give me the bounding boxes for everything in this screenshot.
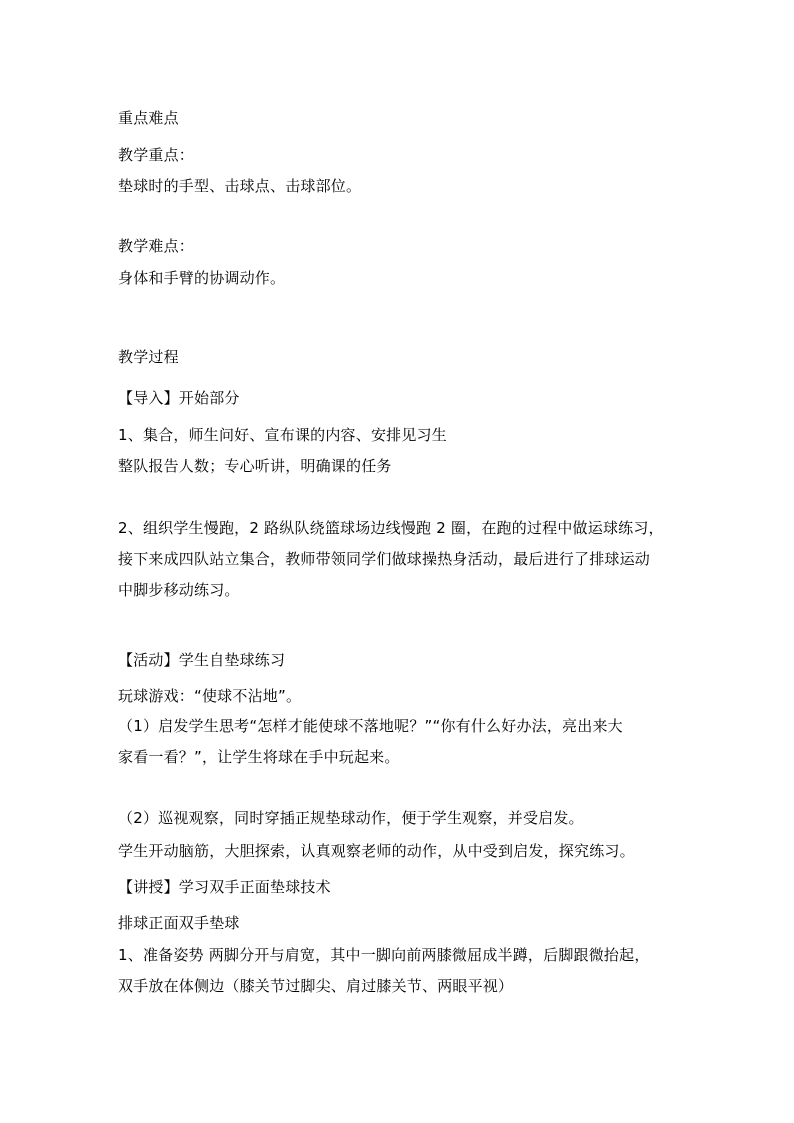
section-heading-process: 教学过程 [118, 348, 179, 366]
paragraph-line: 2、组织学生慢跑，2 路纵队绕篮球场边线慢跑 2 圈，在跑的过程中做运球练习， [118, 519, 664, 537]
paragraph-line: 双手放在体侧边（膝关节过脚尖、肩过膝关节、两眼平视） [118, 977, 514, 995]
subheading-intro: 【导入】开始部分 [118, 389, 240, 407]
subheading-activity: 【活动】学生自垫球练习 [118, 651, 286, 669]
paragraph-line: （1）启发学生思考“怎样才能使球不落地呢？”“你有什么好办法，亮出来大 [118, 717, 623, 735]
key-point-label: 教学重点： [118, 146, 195, 164]
paragraph-line: 学生开动脑筋，大胆探索，认真观察老师的动作，从中受到启发，探究练习。 [118, 842, 635, 860]
section-heading-key-points: 重点难点 [118, 109, 179, 127]
paragraph-line: 整队报告人数；专心听讲，明确课的任务 [118, 457, 392, 475]
paragraph-line: 家看一看？”，让学生将球在手中玩起来。 [118, 748, 400, 766]
paragraph-line: 中脚步移动练习。 [118, 581, 240, 599]
paragraph-line: 玩球游戏：“使球不沾地”。 [118, 687, 302, 705]
key-point-text: 垫球时的手型、击球点、击球部位。 [118, 177, 362, 195]
paragraph-line: 1、准备姿势 两脚分开与肩宽，其中一脚向前两膝微屈成半蹲，后脚跟微抬起， [118, 946, 650, 964]
paragraph-line: 排球正面双手垫球 [118, 914, 240, 932]
difficulty-text: 身体和手臂的协调动作。 [118, 269, 286, 287]
paragraph-line: 接下来成四队站立集合，教师带领同学们做球操热身活动，最后进行了排球运动 [118, 550, 651, 568]
paragraph-line: （2）巡视观察，同时穿插正规垫球动作，便于学生观察，并受启发。 [118, 809, 584, 827]
subheading-lecture: 【讲授】学习双手正面垫球技术 [118, 878, 331, 896]
difficulty-label: 教学难点： [118, 237, 195, 255]
paragraph-line: 1、集合，师生问好、宣布课的内容、安排见习生 [118, 426, 447, 444]
